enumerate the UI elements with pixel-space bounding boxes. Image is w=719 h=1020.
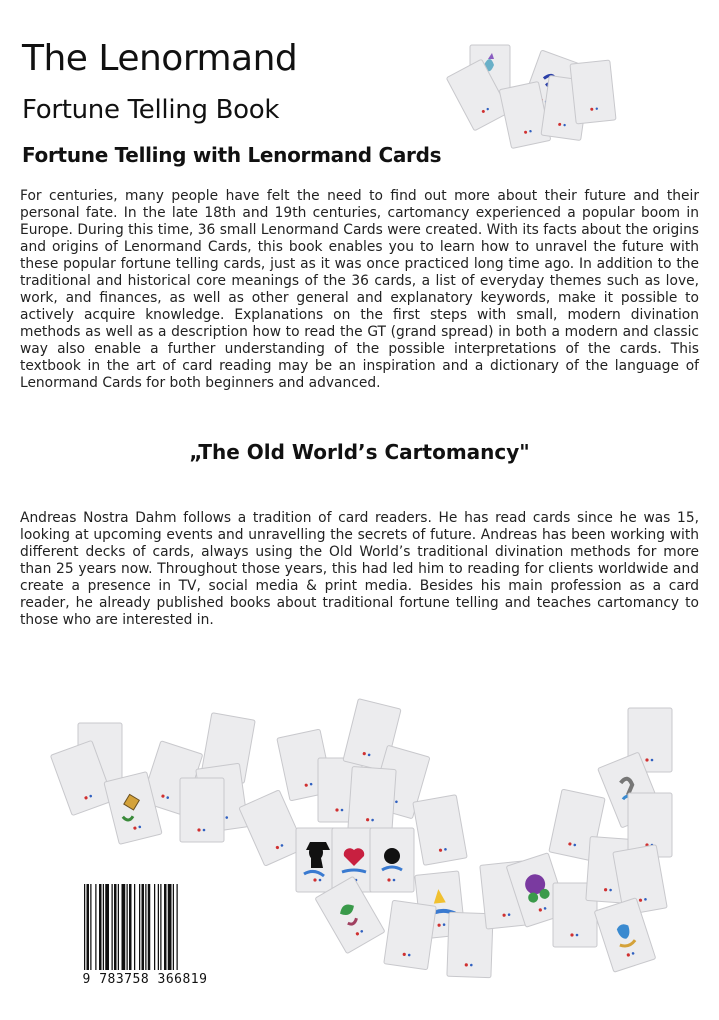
card-icon [180,778,224,842]
card-icon [78,723,122,787]
book-tagline: Fortune Telling with Lenormand Cards [22,143,442,167]
card-icon [570,60,616,124]
card-icon [413,795,467,866]
card-icon [470,45,510,105]
barcode-bars [82,884,208,970]
card-icon [553,883,597,947]
card-icon [446,59,509,131]
intro-paragraph: For centuries, many people have felt the need to find out more about their future and their personal fate. In the late 18th and 19th centuries, cartomancy experienced a popular boom in Europe. During this time, 36 small Lenormand Cards were created. With its facts about the origins and origins of Lenormand Cards, this book enables you to learn how to unravel the future with these popular fortune telling cards, just as it was once practiced long time ago. In addition to the traditional and historical core meanings of the 36 cards, a list of everyday themes such as love, work, and finances, as well as other general and explanatory keywords, make it possible to actively acquire knowledge. Explanations on the first steps with small, modern divination methods as well as a description how to read the GT (grand spread) in both a modern and classic way also enable a further understanding of the possible interpretations of the cards. This textbook in the art of card reading may be an inspiration and a dictionary of the language of Lenormand Cards for both beginners and advanced. [20,188,699,391]
card-icon [506,853,568,927]
card-icon [343,699,401,772]
card-icon [370,828,414,892]
card-icon [239,790,305,866]
card-icon [332,828,376,892]
card-icon [318,758,362,822]
author-paragraph: Andreas Nostra Dahm follows a tradition of card readers. He has read cards since he was 15, looking at upcoming events and unravelling the secrets of future. Andreas has been working with different decks of cards, always using the Old World’s traditional divination methods for more than 25 years now. Throughout those years, this had led him to reading for clients worldwide and create a presence in TV, social media & print media. Besides his main profession as a card reader, he already published books about traditional fortune telling and teaches cartomancy to those who are interested in. [20,510,699,628]
quote-heading: „The Old World’s Cartomancy" [189,440,530,464]
card-icon [348,767,396,834]
card-icon [141,741,203,815]
card-icon [315,876,385,953]
card-icon [480,861,530,929]
card-icon [415,871,465,939]
card-icon [447,912,493,977]
card-icon [541,76,589,141]
card-icon [370,745,430,819]
card-icon [628,708,672,772]
card-icon [196,763,248,833]
book-title: The Lenormand [22,38,298,79]
card-icon [296,828,340,892]
card-icon [598,752,663,828]
card-icon [586,837,634,904]
card-icon [104,772,162,845]
barcode [82,884,208,992]
card-icon [384,900,436,970]
card-icon [277,729,333,801]
card-icon [50,740,113,815]
card-icon [499,81,551,148]
card-icon [201,713,255,784]
card-icon [613,845,667,916]
card-icon [594,898,656,972]
card-icon [549,789,605,861]
book-subtitle: Fortune Telling Book [22,95,280,125]
card-icon [521,50,579,120]
card-icon [628,793,672,857]
barcode-number: 9 783758 366819 [82,972,208,987]
